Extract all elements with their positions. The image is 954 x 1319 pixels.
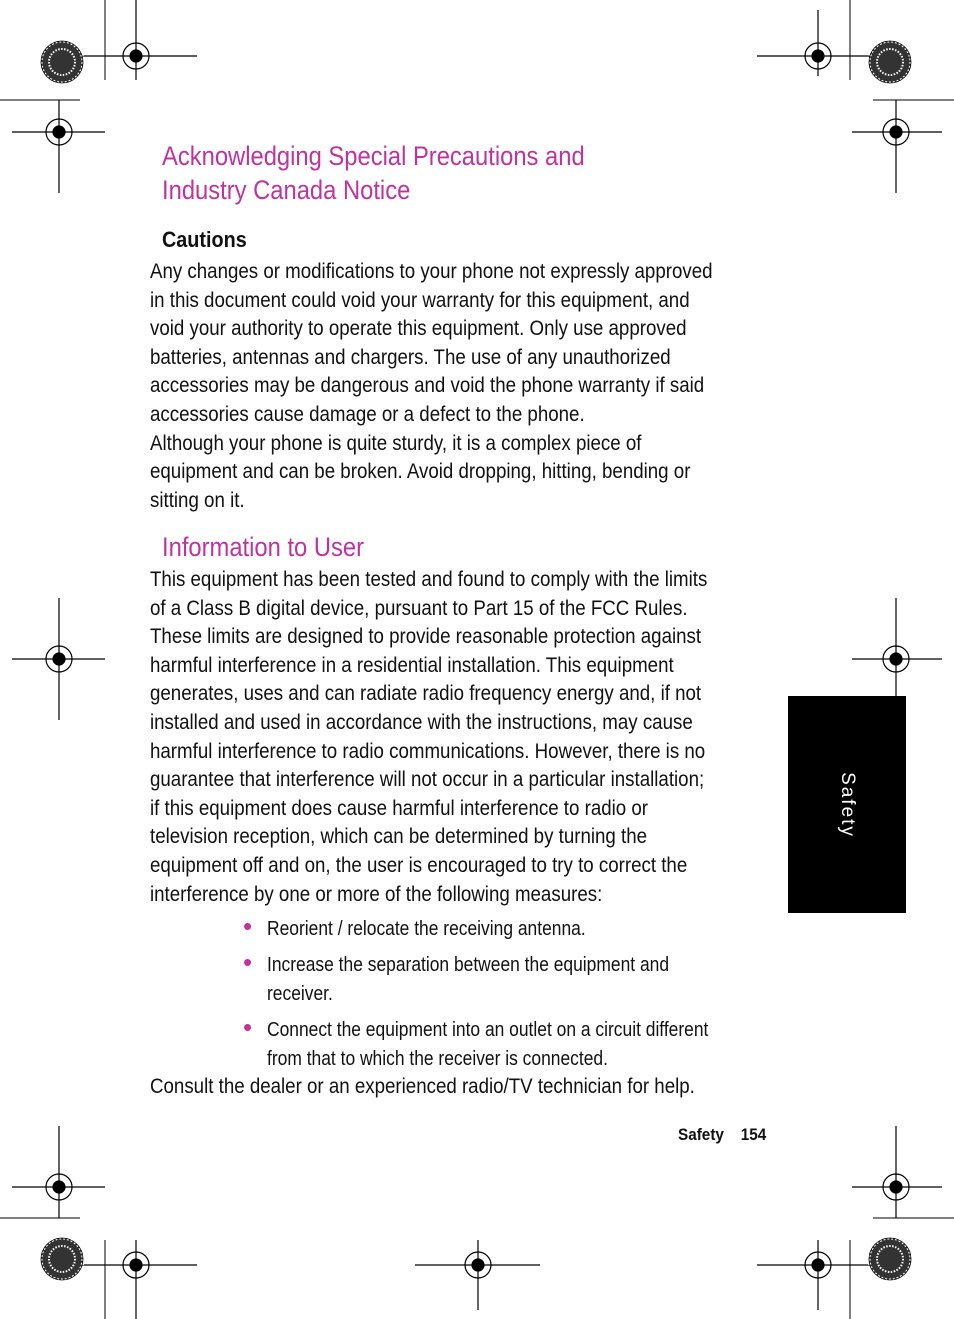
text-line: of a Class B digital device, pursuant to Part 15 of the FCC Rules.: [150, 595, 688, 620]
crosshair-bottom-right-2: [757, 1240, 880, 1310]
text-line: equipment off and on, the user is encouraged to try to correct the: [150, 852, 688, 877]
main-heading-line-1: Acknowledging Special Precautions and: [162, 141, 585, 171]
bullet-text: Connect the equipment into an outlet on a circuit different: [267, 1018, 709, 1041]
bullet-dot-icon: •: [243, 911, 253, 941]
text-line: Any changes or modifications to your phone not expressly approved: [150, 259, 713, 283]
crosshair-top-left-1: [75, 0, 197, 80]
section-side-tab-label: Safety: [837, 771, 858, 838]
closing-paragraph: [150, 1072, 759, 1101]
cautions-heading: Cautions: [162, 227, 247, 252]
text-line: equipment and can be broken. Avoid dropping, hitting, bending or: [150, 459, 691, 484]
star-target-top-left: [41, 41, 83, 83]
info-paragraph: [150, 565, 759, 908]
crosshair-bottom-left-2: [75, 1240, 197, 1319]
crosshair-top-left-2: [12, 100, 105, 193]
text-line: guarantee that interference will not occur in a particular installation;: [150, 767, 705, 792]
star-target-bottom-left: [41, 1238, 83, 1280]
text-line: accessories cause damage or a defect to the phone.: [150, 401, 585, 426]
text-line: Although your phone is quite sturdy, it is a complex piece of: [150, 430, 642, 455]
text-line: These limits are designed to provide reasonable protection against: [150, 624, 702, 649]
info-heading: Information to User: [162, 532, 365, 562]
text-line: in this document could void your warranty for this equipment, and: [150, 287, 690, 312]
section-side-tab: [788, 696, 906, 913]
main-heading: [162, 139, 655, 207]
main-heading-line-2: Industry Canada Notice: [162, 175, 411, 205]
text-line: accessories may be dangerous and void the phone warranty if said: [150, 373, 705, 398]
text-line: void your authority to operate this equipment. Only use approved: [150, 316, 687, 341]
bullet-text: from that to which the receiver is connected.: [267, 1047, 608, 1070]
bullet-dot-icon: •: [243, 947, 253, 977]
star-target-top-right: [869, 41, 911, 83]
page-footer: [678, 1125, 779, 1145]
text-line: interference by one or more of the following measures:: [150, 881, 603, 906]
text-line: Consult the dealer or an experienced radio/TV technician for help.: [150, 1074, 695, 1098]
footer-section-name: Safety: [678, 1125, 724, 1144]
text-line: batteries, antennas and chargers. The use of any unauthorized: [150, 344, 671, 369]
bullet-dot-icon: •: [243, 1012, 253, 1042]
text-line: installed and used in accordance with the instructions, may cause: [150, 709, 693, 734]
text-line: harmful interference to radio communications. However, there is no: [150, 738, 706, 763]
text-line: harmful interference in a residential installation. This equipment: [150, 652, 674, 677]
crosshair-top-right-2: [852, 100, 942, 193]
text-line: if this equipment does cause harmful interference to radio or: [150, 795, 649, 820]
bullet-text: receiver.: [267, 982, 333, 1005]
text-line: This equipment has been tested and found to comply with the limits: [150, 567, 708, 591]
crosshair-bottom-left-1: [12, 1126, 105, 1218]
star-target-bottom-right: [869, 1238, 911, 1280]
crosshair-top-right-1: [757, 10, 880, 76]
cautions-paragraph: [150, 257, 759, 514]
page-number: 154: [740, 1125, 767, 1144]
text-line: television reception, which can be determined by turning the: [150, 824, 648, 849]
crosshair-bottom-right-1: [852, 1126, 942, 1218]
text-line: sitting on it.: [150, 487, 245, 512]
bullet-text: Increase the separation between the equipment and: [267, 953, 670, 976]
bullet-text: Reorient / relocate the receiving antenna.: [267, 917, 586, 940]
crosshair-mid-left: [12, 598, 105, 720]
crosshair-bottom-center: [415, 1240, 540, 1310]
text-line: generates, uses and can radiate radio frequency energy and, if not: [150, 681, 702, 706]
